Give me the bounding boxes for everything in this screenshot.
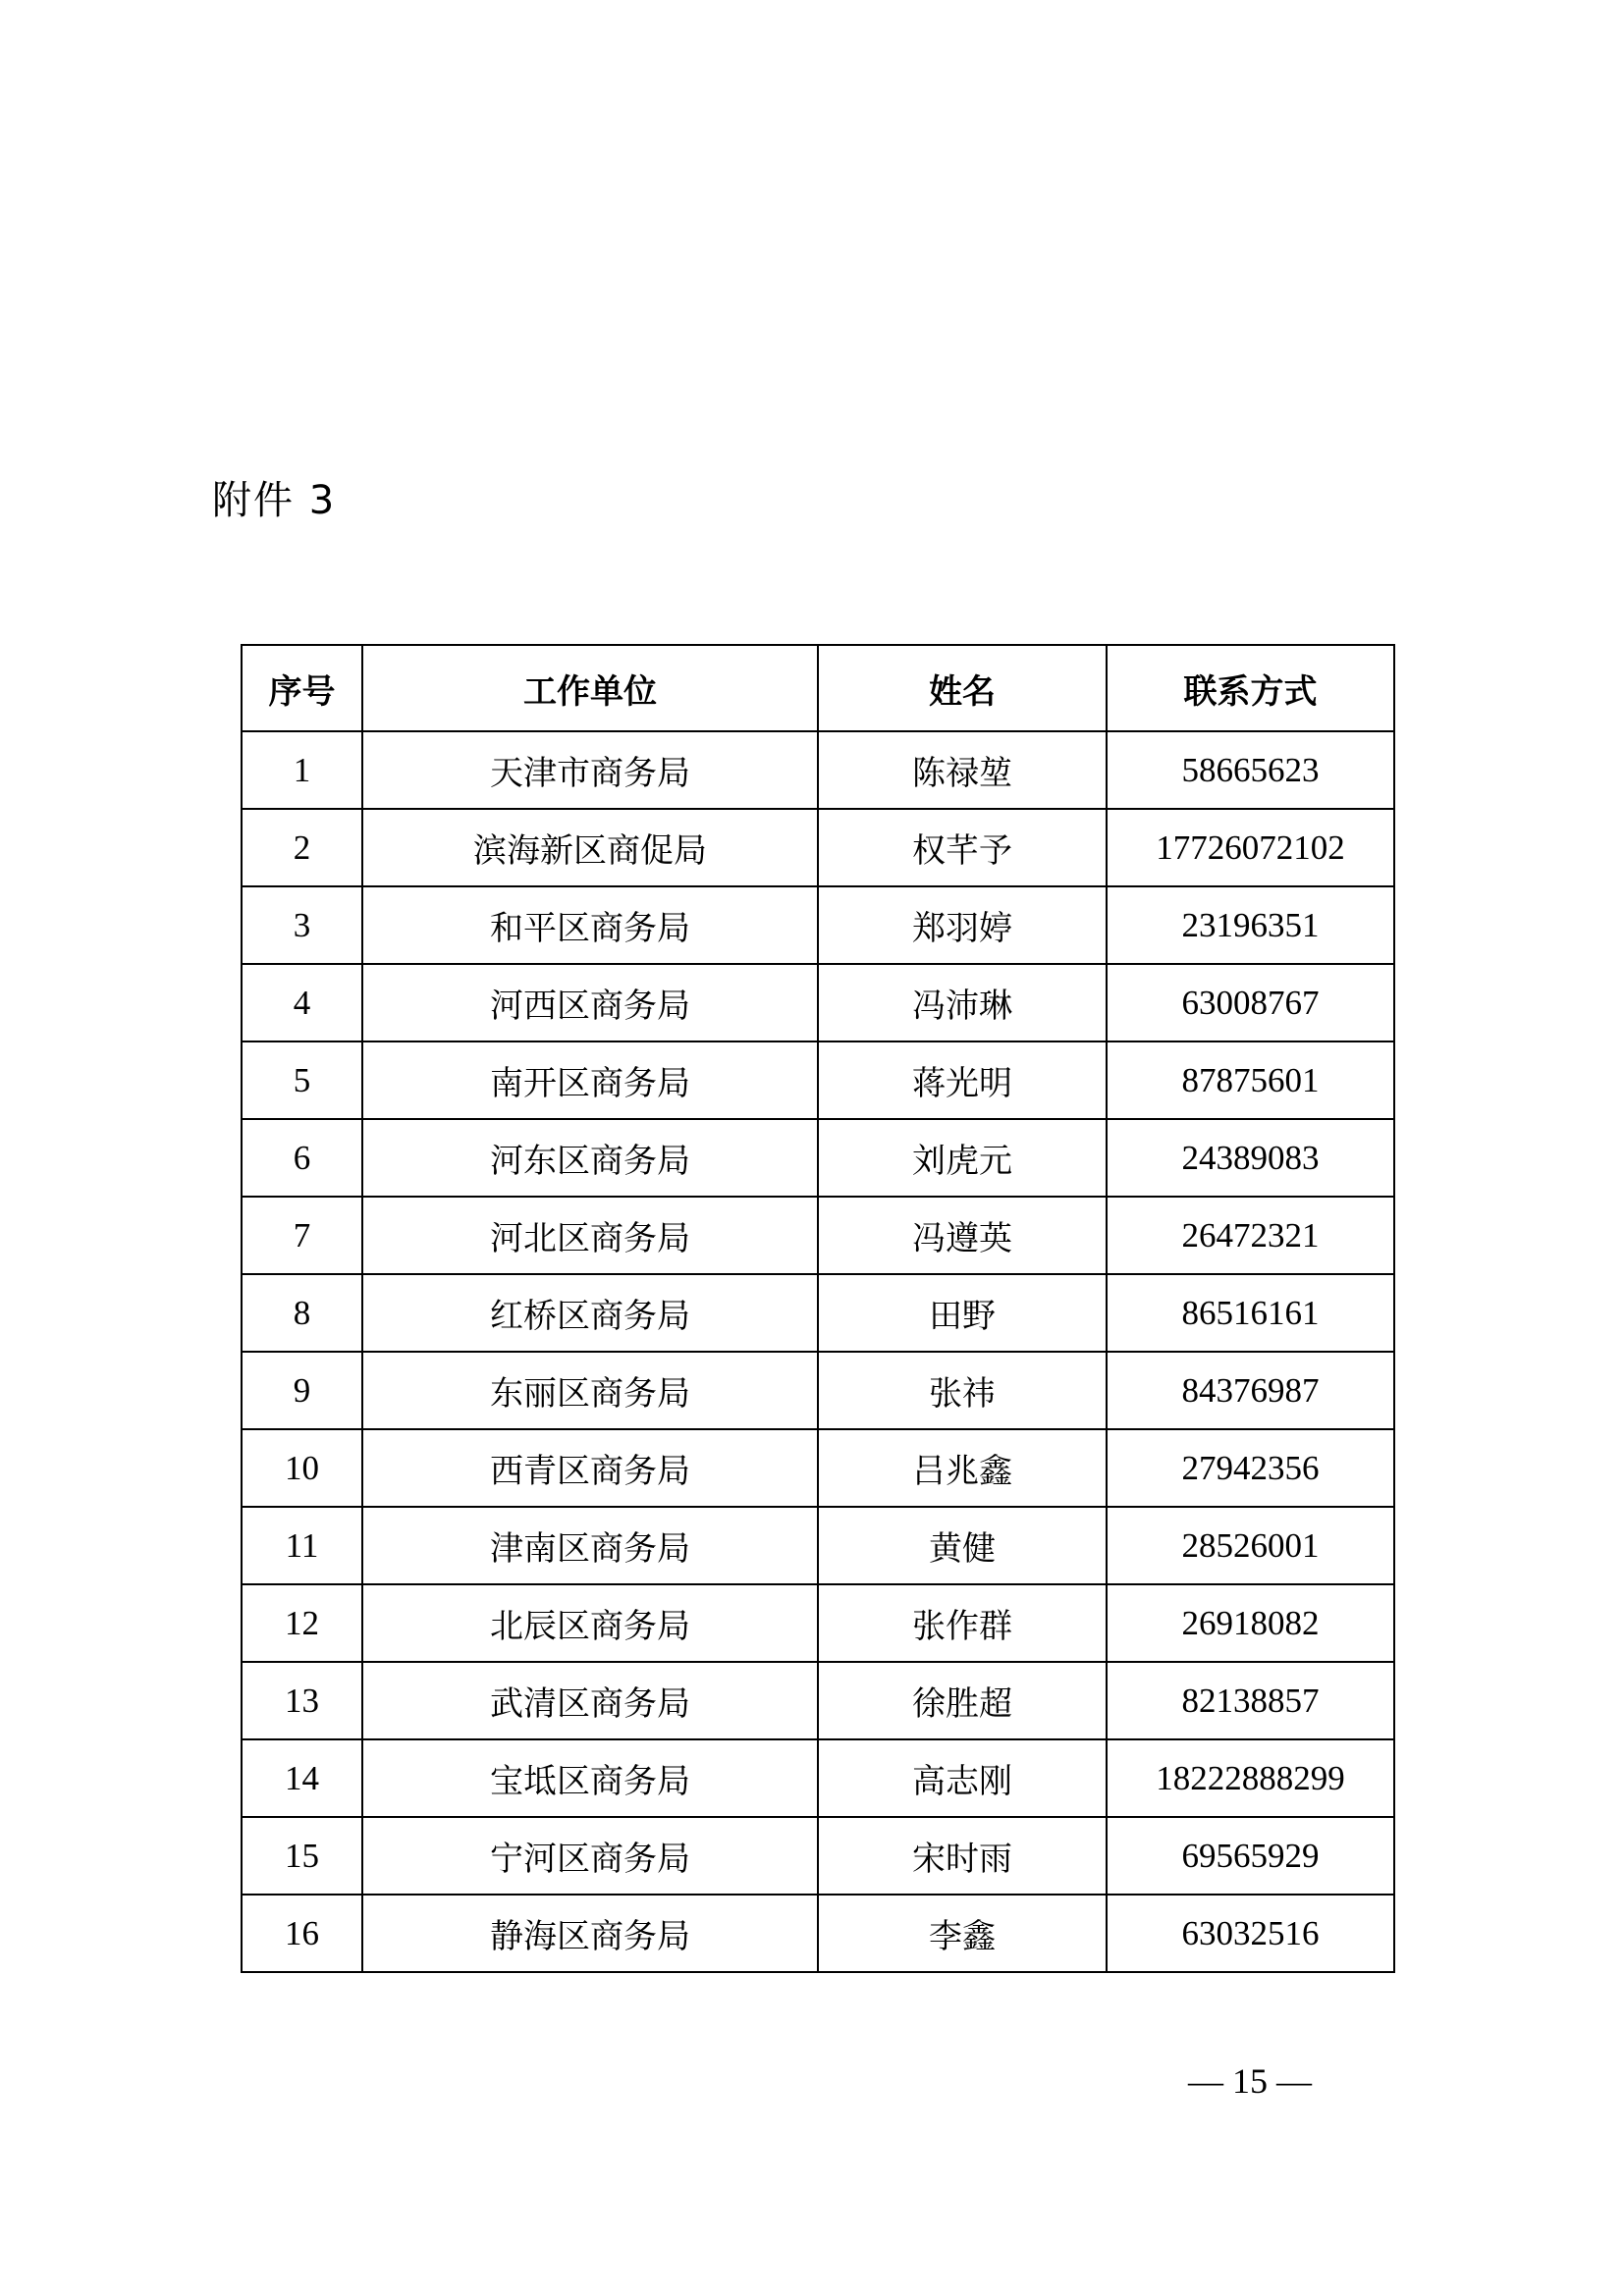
cell-contact: 63008767	[1107, 964, 1394, 1041]
cell-unit: 红桥区商务局	[362, 1274, 818, 1352]
cell-contact: 18222888299	[1107, 1739, 1394, 1817]
header-name: 姓名	[818, 645, 1107, 731]
cell-name: 高志刚	[818, 1739, 1107, 1817]
cell-unit: 河西区商务局	[362, 964, 818, 1041]
table-row	[242, 1429, 1394, 1507]
cell-unit: 和平区商务局	[362, 886, 818, 964]
cell-unit: 河东区商务局	[362, 1119, 818, 1197]
header-unit: 工作单位	[362, 645, 818, 731]
cell-name: 权芊予	[818, 809, 1107, 886]
table-row	[242, 1041, 1394, 1119]
cell-index: 5	[242, 1041, 362, 1119]
cell-name: 陈禄堃	[818, 731, 1107, 809]
cell-index: 11	[242, 1507, 362, 1584]
page-number: — 15 —	[1188, 2061, 1312, 2101]
cell-index: 16	[242, 1895, 362, 1972]
table-row	[242, 964, 1394, 1041]
table-body	[242, 731, 1394, 1972]
cell-index: 15	[242, 1817, 362, 1895]
cell-contact: 23196351	[1107, 886, 1394, 964]
cell-contact: 28526001	[1107, 1507, 1394, 1584]
cell-contact: 84376987	[1107, 1352, 1394, 1429]
cell-contact: 58665623	[1107, 731, 1394, 809]
cell-contact: 26918082	[1107, 1584, 1394, 1662]
cell-unit: 北辰区商务局	[362, 1584, 818, 1662]
table-row	[242, 1739, 1394, 1817]
cell-name: 刘虎元	[818, 1119, 1107, 1197]
cell-unit: 西青区商务局	[362, 1429, 818, 1507]
table-row	[242, 1197, 1394, 1274]
header-contact: 联系方式	[1107, 645, 1394, 731]
cell-name: 吕兆鑫	[818, 1429, 1107, 1507]
cell-name: 冯遵英	[818, 1197, 1107, 1274]
cell-name: 黄健	[818, 1507, 1107, 1584]
cell-name: 宋时雨	[818, 1817, 1107, 1895]
table-row	[242, 1507, 1394, 1584]
cell-contact: 69565929	[1107, 1817, 1394, 1895]
cell-contact: 27942356	[1107, 1429, 1394, 1507]
table-row	[242, 1817, 1394, 1895]
table-row	[242, 809, 1394, 886]
cell-unit: 东丽区商务局	[362, 1352, 818, 1429]
cell-unit: 南开区商务局	[362, 1041, 818, 1119]
cell-name: 郑羽婷	[818, 886, 1107, 964]
cell-contact: 17726072102	[1107, 809, 1394, 886]
cell-name: 冯沛琳	[818, 964, 1107, 1041]
header-row	[242, 645, 1394, 731]
cell-contact: 24389083	[1107, 1119, 1394, 1197]
cell-index: 14	[242, 1739, 362, 1817]
cell-index: 9	[242, 1352, 362, 1429]
cell-contact: 63032516	[1107, 1895, 1394, 1972]
cell-index: 3	[242, 886, 362, 964]
cell-unit: 武清区商务局	[362, 1662, 818, 1739]
cell-name: 田野	[818, 1274, 1107, 1352]
table-row	[242, 1584, 1394, 1662]
cell-unit: 静海区商务局	[362, 1895, 818, 1972]
cell-name: 蒋光明	[818, 1041, 1107, 1119]
table-row	[242, 886, 1394, 964]
cell-unit: 天津市商务局	[362, 731, 818, 809]
cell-index: 1	[242, 731, 362, 809]
header-index: 序号	[242, 645, 362, 731]
cell-unit: 津南区商务局	[362, 1507, 818, 1584]
cell-index: 8	[242, 1274, 362, 1352]
cell-unit: 宝坻区商务局	[362, 1739, 818, 1817]
table-row	[242, 1274, 1394, 1352]
cell-index: 12	[242, 1584, 362, 1662]
cell-unit: 宁河区商务局	[362, 1817, 818, 1895]
cell-name: 李鑫	[818, 1895, 1107, 1972]
cell-index: 7	[242, 1197, 362, 1274]
cell-index: 4	[242, 964, 362, 1041]
contact-table	[241, 644, 1395, 1973]
cell-index: 6	[242, 1119, 362, 1197]
cell-contact: 87875601	[1107, 1041, 1394, 1119]
cell-name: 张作群	[818, 1584, 1107, 1662]
table-header	[242, 645, 1394, 731]
cell-contact: 82138857	[1107, 1662, 1394, 1739]
cell-name: 徐胜超	[818, 1662, 1107, 1739]
table-row	[242, 1352, 1394, 1429]
table-row	[242, 1119, 1394, 1197]
cell-name: 张祎	[818, 1352, 1107, 1429]
cell-index: 2	[242, 809, 362, 886]
cell-unit: 河北区商务局	[362, 1197, 818, 1274]
cell-index: 13	[242, 1662, 362, 1739]
cell-index: 10	[242, 1429, 362, 1507]
cell-contact: 86516161	[1107, 1274, 1394, 1352]
table-row	[242, 1895, 1394, 1972]
cell-contact: 26472321	[1107, 1197, 1394, 1274]
cell-unit: 滨海新区商促局	[362, 809, 818, 886]
table-row	[242, 1662, 1394, 1739]
attachment-label: 附件 3	[212, 478, 337, 523]
table-row	[242, 731, 1394, 809]
